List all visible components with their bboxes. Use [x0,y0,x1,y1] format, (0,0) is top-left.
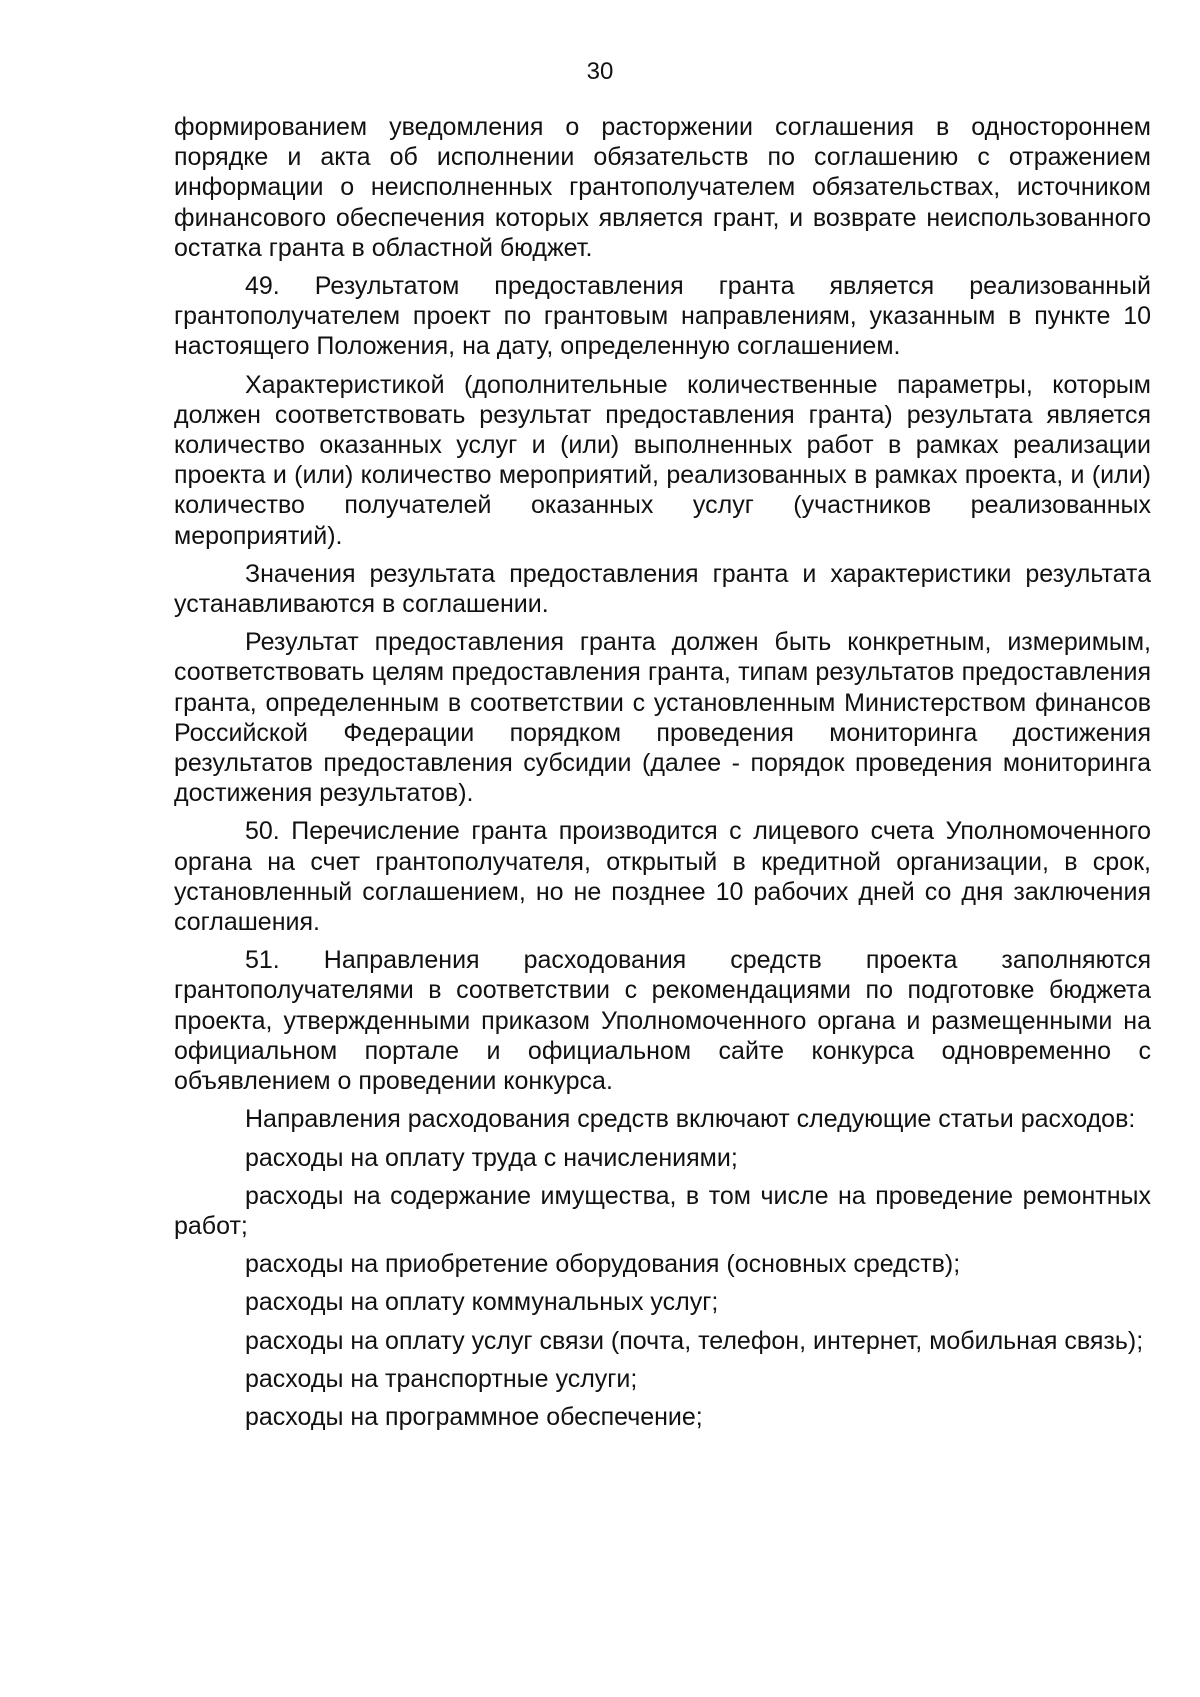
paragraph-item-51: 51. Направления расходования средств проекта заполняются грантополучателями в соответствии с рекомендациями по подготовке бюджета проекта, утвержденными приказом Уполномоченного органа и размещенными на официальном портале и официальном сайте конкурса одновременно с объявлением о проведении конкурса. [174,946,1151,1096]
paragraph-characteristic: Характеристикой (дополнительные количественные параметры, которым должен соответствовать результат предоставления гранта) результата является количество оказанных услуг и (или) выполненных работ в рамках реализации проекта и (или) количество мероприятий, реализованных в рамках проекта, и (или) количество получателей оказанных услуг (участников реализованных мероприятий). [174,370,1151,550]
paragraph-item-49: 49. Результатом предоставления гранта является реализованный грантополучателем проект по грантовым направлениям, указанным в пункте 10 настоящего Положения, на дату, определенную соглашением. [174,272,1151,361]
expense-item: расходы на оплату коммунальных услуг; [245,1288,719,1317]
paragraph-item-50: 50. Перечисление гранта производится с лицевого счета Уполномоченного органа на счет грантополучателя, открытый в кредитной организации, в срок, установленный соглашением, но не позднее 10 рабочих дней со дня заключения соглашения. [174,817,1151,937]
paragraph-expense-intro: Направления расходования средств включают следующие статьи расходов: [245,1105,1136,1134]
expense-item: расходы на программное обеспечение; [245,1402,703,1431]
expense-item: расходы на транспортные услуги; [245,1364,638,1393]
paragraph-result-values: Значения результата предоставления гранта и характеристики результата устанавливаются в соглашении. [174,559,1151,619]
page-number: 30 [586,58,614,85]
expense-item: расходы на содержание имущества, в том числе на проведение ремонтных работ; [174,1181,1151,1240]
document-body [174,112,1151,1440]
expense-item: расходы на приобретение оборудования (основных средств); [245,1250,961,1279]
paragraph-result-requirements: Результат предоставления гранта должен быть конкретным, измеримым, соответствовать целям предоставления гранта, типам результатов предоставления гранта, определенным в соответствии с установленным Министерством финансов Российской Федерации порядком проведения мониторинга достижения результатов предоставления субсидии (далее - порядок проведения мониторинга достижения результатов). [174,628,1151,808]
expense-item: расходы на оплату услуг связи (почта, телефон, интернет, мобильная связь); [245,1326,1144,1355]
expense-item: расходы на оплату труда с начислениями; [245,1143,738,1172]
paragraph-continuation: формированием уведомления о расторжении соглашения в одностороннем порядке и акта об исполнении обязательств по соглашению с отражением информации о неисполненных грантополучателем обязательствах, источником финансового обеспечения которых является грант, и возврате неиспользованного остатка гранта в областной бюджет. [174,113,1151,262]
